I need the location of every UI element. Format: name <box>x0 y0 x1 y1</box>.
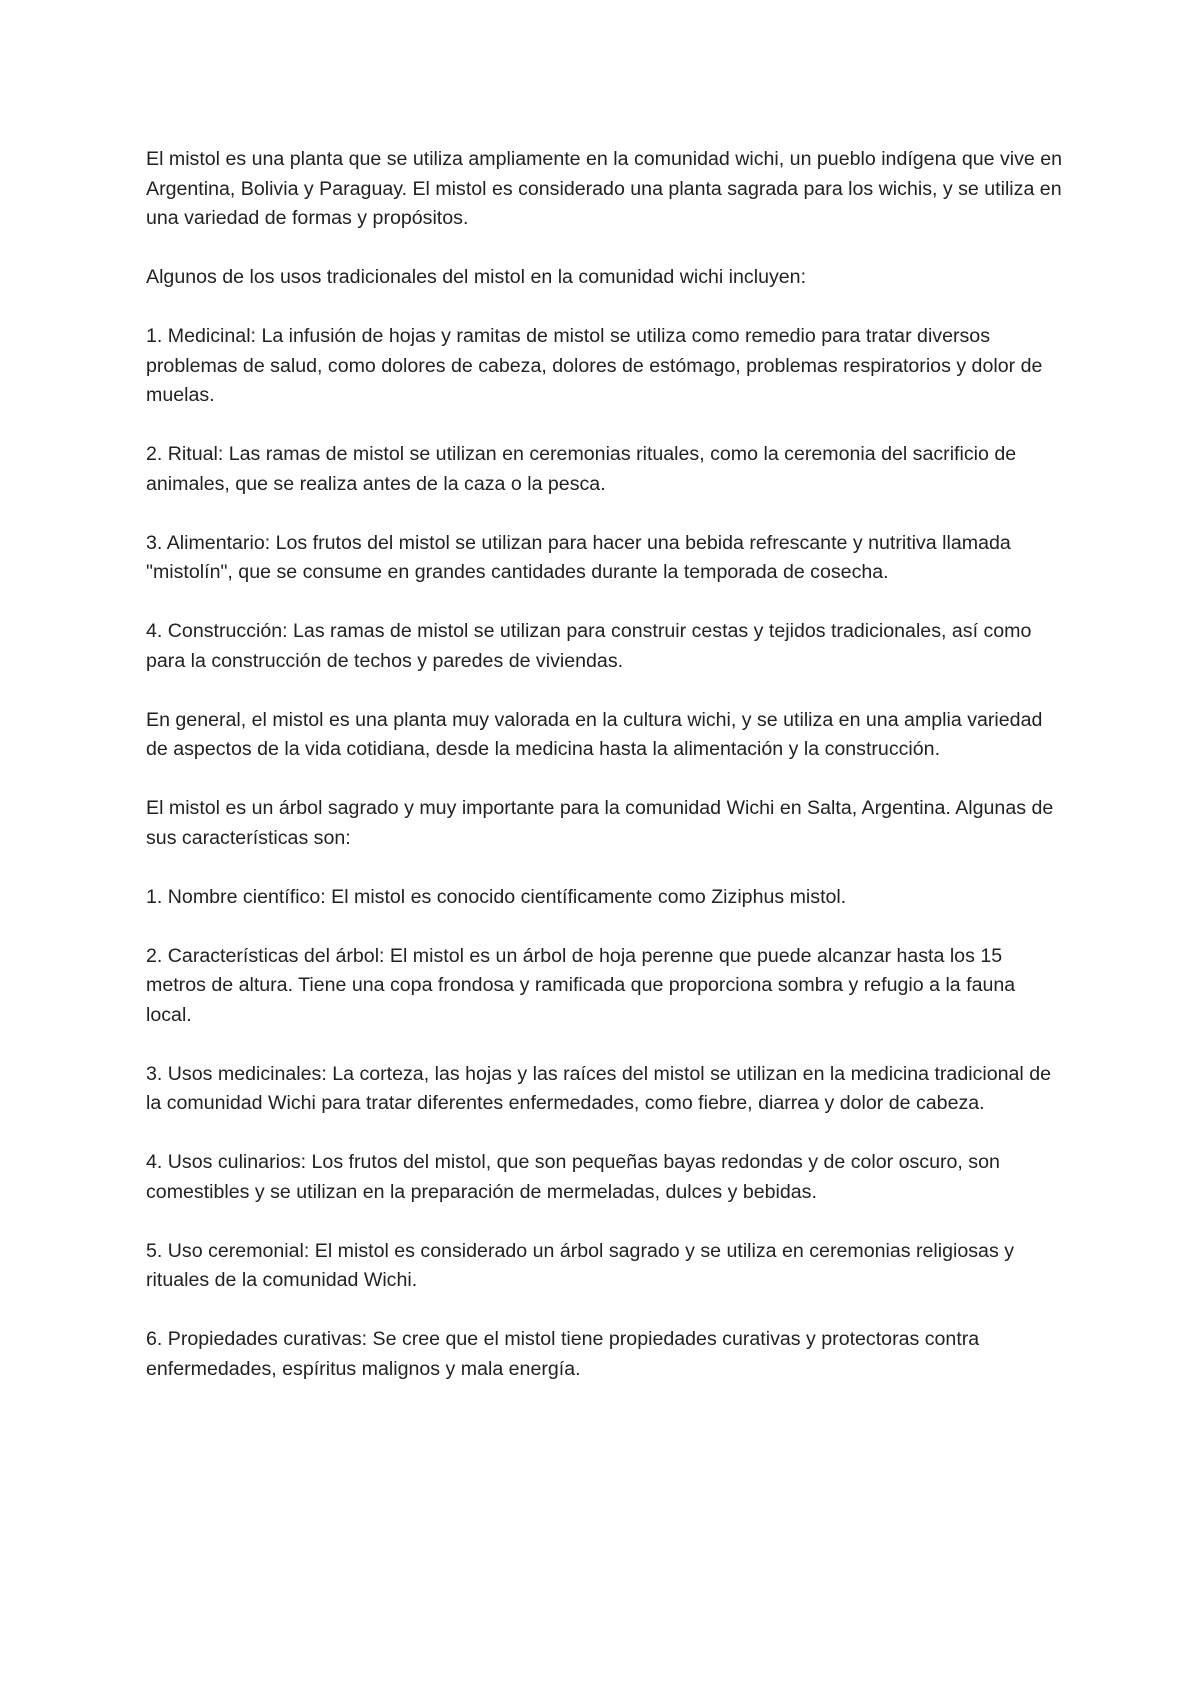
paragraph-scientific-name: 1. Nombre científico: El mistol es conocido científicamente como Ziziphus mistol. <box>146 885 847 908</box>
paragraph-use-medicinal: 1. Medicinal: La infusión de hojas y ramitas de mistol se utiliza como remedio para tratar diversos problemas de salud, como dolores de cabeza, dolores de estómago, problemas respiratorios y dolor de muelas. <box>146 325 1043 406</box>
paragraph-ceremonial-use: 5. Uso ceremonial: El mistol es considerado un árbol sagrado y se utiliza en ceremonias religiosas y rituales de la comunidad Wichi. <box>146 1239 1014 1291</box>
paragraph-intro: El mistol es una planta que se utiliza ampliamente en la comunidad wichi, un pueblo indígena que vive en Argentina, Bolivia y Paraguay. El mistol es considerado una planta sagrada para los wichis, y se utiliza en una variedad de formas y propósitos. <box>146 148 1063 229</box>
paragraph-characteristics-intro: El mistol es un árbol sagrado y muy importante para la comunidad Wichi en Salta, Argentina. Algunas de sus características son: <box>146 797 1054 849</box>
document-body <box>146 145 1066 1414</box>
paragraph-curative-properties: 6. Propiedades curativas: Se cree que el mistol tiene propiedades curativas y protectoras contra enfermedades, espíritus malignos y mala energía. <box>146 1328 980 1380</box>
paragraph-use-construction: 4. Construcción: Las ramas de mistol se utilizan para construir cestas y tejidos tradicionales, así como para la construcción de techos y paredes de viviendas. <box>146 620 1032 672</box>
paragraph-uses-heading: Algunos de los usos tradicionales del mistol en la comunidad wichi incluyen: <box>146 266 807 288</box>
paragraph-tree-characteristics: 2. Características del árbol: El mistol es un árbol de hoja perenne que puede alcanzar hasta los 15 metros de altura. Tiene una copa frondosa y ramificada que proporciona sombra y refugio a la fauna local. <box>146 944 1016 1026</box>
paragraph-medicinal-uses: 3. Usos medicinales: La corteza, las hojas y las raíces del mistol se utilizan en la medicina tradicional de la comunidad Wichi para tratar diferentes enfermedades, como fiebre, diarrea y dolor de cabeza. <box>146 1062 1052 1114</box>
paragraph-use-ritual: 2. Ritual: Las ramas de mistol se utilizan en ceremonias rituales, como la ceremonia del sacrificio de animales, que se realiza antes de la caza o la pesca. <box>146 443 1017 495</box>
paragraph-culinary-uses: 4. Usos culinarios: Los frutos del mistol, que son pequeñas bayas redondas y de color oscuro, son comestibles y se utilizan en la preparación de mermeladas, dulces y bebidas. <box>146 1151 1000 1203</box>
paragraph-use-food: 3. Alimentario: Los frutos del mistol se utilizan para hacer una bebida refrescante y nutritiva llamada "mistolín", que se consume en grandes cantidades durante la temporada de cosecha. <box>146 531 1011 583</box>
paragraph-general-summary: En general, el mistol es una planta muy valorada en la cultura wichi, y se utiliza en una amplia variedad de aspectos de la vida cotidiana, desde la medicina hasta la alimentación y la construcción. <box>146 708 1043 760</box>
